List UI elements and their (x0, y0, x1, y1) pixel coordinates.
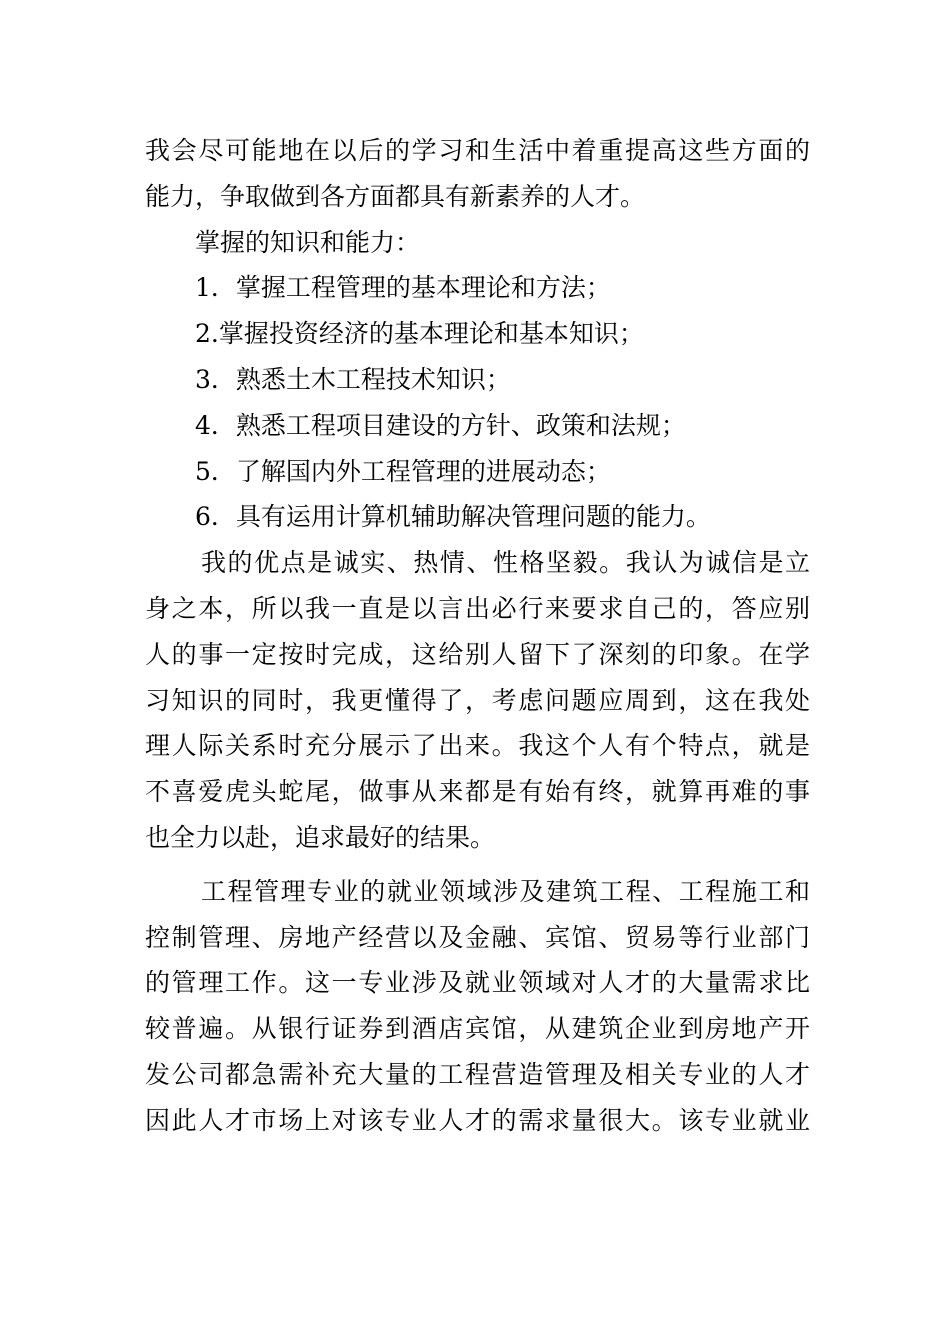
section-heading: 掌握的知识和能力： (195, 227, 421, 257)
text-line: 的管理工作。这一专业涉及就业领域对人才的大量需求比 (145, 968, 810, 998)
list-item: 3．熟悉土木工程技术知识； (195, 364, 511, 394)
list-item: 6．具有运用计算机辅助解决管理问题的能力。 (195, 502, 711, 532)
text-line: 发公司都急需补充大量的工程营造管理及相关专业的人才 (145, 1059, 810, 1089)
text-line: 身之本，所以我一直是以言出必行来要求自己的，答应别 (145, 593, 810, 623)
text-line: 因此人才市场上对该专业人才的需求量很大。该专业就业 (145, 1105, 810, 1135)
knowledge-list (145, 265, 810, 540)
paragraph-continuation (145, 128, 810, 220)
paragraph-employment (145, 869, 810, 1144)
text-line: 人的事一定按时完成，这给别人留下了深刻的印象。在学 (145, 639, 810, 669)
list-item: 2.掌握投资经济的基本理论和基本知识； (195, 319, 644, 349)
list-item: 1．掌握工程管理的基本理论和方法； (195, 273, 611, 303)
text-line: 习知识的同时，我更懂得了，考虑问题应周到，这在我处 (145, 685, 810, 715)
text-line: 理人际关系时充分展示了出来。我这个人有个特点，就是 (145, 731, 810, 761)
list-item: 4．熟悉工程项目建设的方针、政策和法规； (195, 410, 686, 440)
text-line: 工程管理专业的就业领域涉及建筑工程、工程施工和 (201, 876, 810, 906)
list-item: 5．了解国内外工程管理的进展动态； (195, 456, 611, 486)
text-line: 较普遍。从银行证券到酒店宾馆，从建筑企业到房地产开 (145, 1014, 810, 1044)
text-line: 不喜爱虎头蛇尾，做事从来都是有始有终，就算再难的事 (145, 777, 810, 807)
paragraph-strengths (145, 540, 810, 861)
document-page (145, 128, 810, 1144)
text-line: 也全力以赴，追求最好的结果。 (145, 822, 496, 852)
text-line: 我会尽可能地在以后的学习和生活中着重提高这些方面的 (145, 136, 810, 165)
text-line: 控制管理、房地产经营以及金融、宾馆、贸易等行业部门 (145, 922, 810, 952)
text-line: 能力，争取做到各方面都具有新素养的人才。 (145, 181, 646, 211)
text-line: 我的优点是诚实、热情、性格坚毅。我认为诚信是立 (201, 548, 810, 578)
